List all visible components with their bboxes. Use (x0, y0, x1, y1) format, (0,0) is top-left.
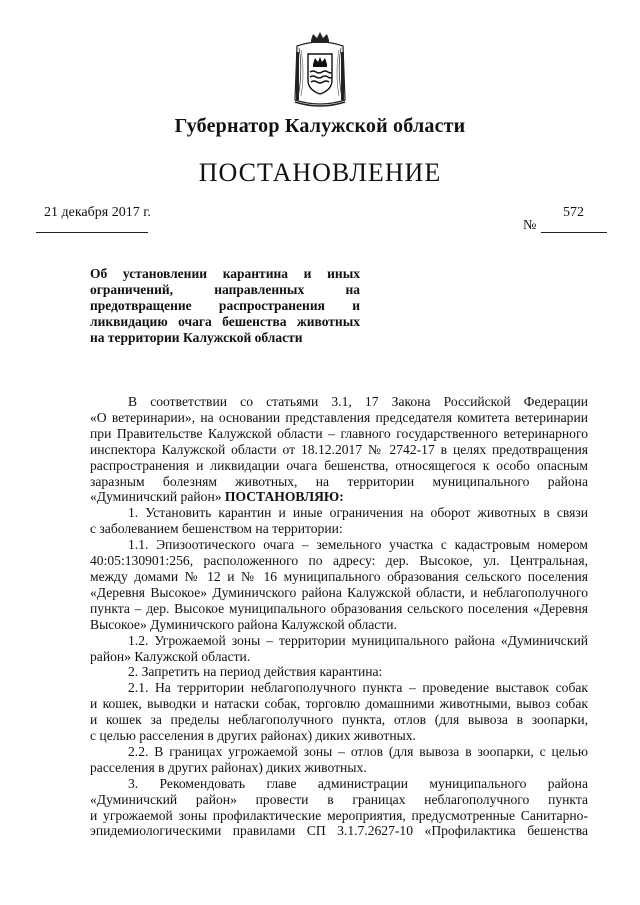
body-line: 3. Рекомендовать главе администрации муниципального района (128, 775, 588, 791)
body-line: 40:05:130901:256, расположенного по адресу: дер. Высокое, ул. Центральная, (90, 553, 588, 569)
body-line: 2.1. На территории неблагополучного пункта – проведение выставок собак (128, 680, 588, 696)
body-line: и кошек за пределы неблагополучного пункта, отлов (для вывоза в зоопарки, (90, 712, 588, 728)
decree-title: ПОСТАНОВЛЕНИЕ (198, 158, 442, 187)
number-sign: № (523, 218, 537, 233)
body-line: район» Калужской области. (90, 648, 251, 664)
body-line: 1.1. Эпизоотического очага – земельного участка с кадастровым номером (128, 537, 588, 553)
body-line: «Деревня Высокое» Думиничского района Калужской области, и неблагополучного (90, 584, 588, 600)
body-line: «Думиничский район» провести в границах неблагополучного пункта (90, 791, 588, 807)
decree-number: 572 (563, 205, 584, 220)
subject-line: на территории Калужской области (90, 330, 303, 345)
body-line: эпидемиологическими правилами СП 3.1.7.2627-10 «Профилактика бешенства (90, 823, 588, 839)
body-line: 1. Установить карантин и иные ограничения на оборот животных в связи (128, 505, 588, 521)
body-line: 2.2. В границах угрожаемой зоны – отлов (для вывоза в зоопарки, с целью (128, 743, 588, 759)
decree-subject (90, 266, 360, 346)
subject-line: предотвращение распространения и (90, 298, 360, 313)
body-line: инспектора Калужской области от 18.12.2017 № 2742-17 в целях предотвращения (90, 441, 588, 457)
body-line: «О ветеринарии», на основании представления председателя комитета ветеринарии (90, 409, 588, 425)
body-line: заразным болезням животных, на территории муниципального района (90, 473, 588, 489)
subject-line: ограничений, направленных на (90, 282, 360, 297)
body-line: расселения в других районах) диких животных. (90, 759, 367, 775)
decree-date: 21 декабря 2017 г. (44, 205, 151, 220)
kaluga-coat-of-arms-icon (289, 30, 351, 110)
body-line: В соответствии со статьями 3.1, 17 Закона Российской Федерации (128, 394, 588, 409)
body-line: между домами № 12 и № 16 муниципального образования сельского поселения (90, 568, 588, 584)
body-line: при Правительстве Калужской области – главного государственного ветеринарного (90, 425, 588, 441)
subject-line: Об установлении карантина и иных (90, 266, 360, 281)
district-name: «Думиничский район» (90, 489, 222, 505)
body-line (90, 489, 588, 505)
body-line: 2. Запретить на период действия карантина: (128, 664, 383, 680)
governor-title: Губернатор Калужской области (174, 115, 466, 137)
date-underline (36, 232, 148, 233)
number-underline (541, 232, 607, 233)
body-line: 1.2. Угрожаемой зоны – территории муниципального района «Думиничский (128, 632, 588, 648)
body-line: Высокое» Думиничского района Калужской области. (90, 616, 397, 632)
subject-line: ликвидацию очага бешенства животных (90, 314, 360, 329)
body-line: и кошек, выводки и натаски собак, торговлю домашними животными, вывоз собак (90, 696, 588, 712)
body-line: с заболеванием бешенством на территории: (90, 521, 343, 537)
body-line: распространения и ликвидации очага бешенства, относящегося к особо опасным (90, 457, 588, 473)
body-line: и угрожаемой зоны профилактические мероприятия, предусмотренные Санитарно- (90, 807, 588, 823)
body-line: с целью расселения в других районах) диких животных. (90, 728, 416, 744)
resolve-word: ПОСТАНОВЛЯЮ: (224, 489, 344, 505)
body-line: пункта – дер. Высокое муниципального образования сельского поселения «Деревня (90, 600, 588, 616)
decree-body (90, 394, 588, 839)
